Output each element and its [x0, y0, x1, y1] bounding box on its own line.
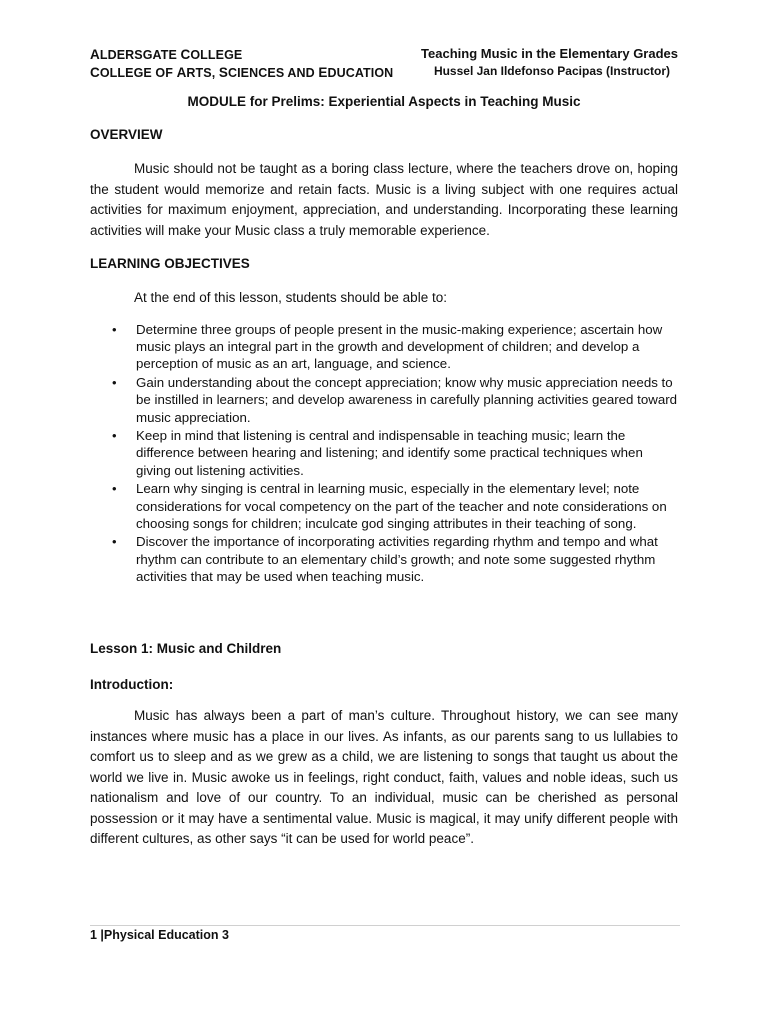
introduction-paragraph: Music has always been a part of man’s culture. Throughout history, we can see many instances where music has a place in our lives. As infants, as our parents sang to us lullabies to comfort us to sleep and as we grew as a child, we are listening to songs that taught us about the world we live in. Music awoke us in feelings, right conduct, faith, values and noble ideas, such us nationalism and love of our country. To an individual, music can be cherished as personal possession or it may have a sentimental value. Music is magical, it may unify different people with different cultures, as other says “it can be used for world peace”. [90, 708, 678, 846]
bullet-icon: • [112, 322, 117, 337]
list-item: • Discover the importance of incorporating activities regarding rhythm and tempo and what rhythm can contribute to an elementary child’s growth; and note some suggested rhythm activities that may be used when teaching music. [112, 534, 658, 584]
bullet-icon: • [112, 375, 117, 391]
bullet-icon: • [112, 428, 117, 444]
list-item: • Learn why singing is central in learning music, especially in the elementary level; note considerations for vocal competency on the part of the teacher and note considerations on choosing songs for children; inculcate god singing attributes in their teaching of song. [112, 481, 667, 531]
instructor-name: Hussel Jan Ildefonso Pacipas (Instructor) [433, 64, 670, 78]
lesson-title: Lesson 1: Music and Children [90, 641, 282, 656]
bullet-icon: • [112, 534, 117, 550]
introduction-heading: Introduction: [90, 677, 174, 692]
list-item: • Gain understanding about the concept appreciation; know why music appreciation needs to be instilled in learners; and develop awareness in carefully planning activities geared toward music appreciation. [112, 375, 678, 425]
overview-heading: OVERVIEW [90, 127, 163, 142]
overview-paragraph: Music should not be taught as a boring class lecture, where the teachers drove on, hoping the student would memorize and retain facts. Music is a living subject with one requires actual activities for maximum enjoyment, appreciation, and understanding. Incorporating these learning activities will make your Music class a truly memorable experience. [90, 161, 678, 238]
objectives-heading: LEARNING OBJECTIVES [90, 256, 250, 271]
objectives-list [90, 321, 680, 587]
college-header [90, 46, 393, 82]
list-item: • Keep in mind that listening is central and indispensable in teaching music; learn the difference between hearing and listening; and identify some practical techniques when giving out listening activities. [112, 428, 643, 478]
footer-divider [90, 925, 680, 926]
course-title: Teaching Music in the Elementary Grades [421, 46, 678, 61]
page-footer: 1 |Physical Education 3 [90, 928, 229, 942]
objectives-intro: At the end of this lesson, students should be able to: [134, 290, 447, 305]
bullet-icon: • [112, 481, 117, 497]
department-name: COLLEGE OF ARTS, SCIENCES AND EDUCATION [90, 65, 394, 80]
college-name: ALDERSGATE COLLEGE [90, 47, 243, 62]
list-item: • Determine three groups of people present in the music-making experience; ascertain how music plays an integral part in the growth and development of children; and develop a perception of music as an art, language, and science. [112, 322, 663, 372]
module-title: MODULE for Prelims: Experiential Aspects in Teaching Music [187, 94, 581, 109]
